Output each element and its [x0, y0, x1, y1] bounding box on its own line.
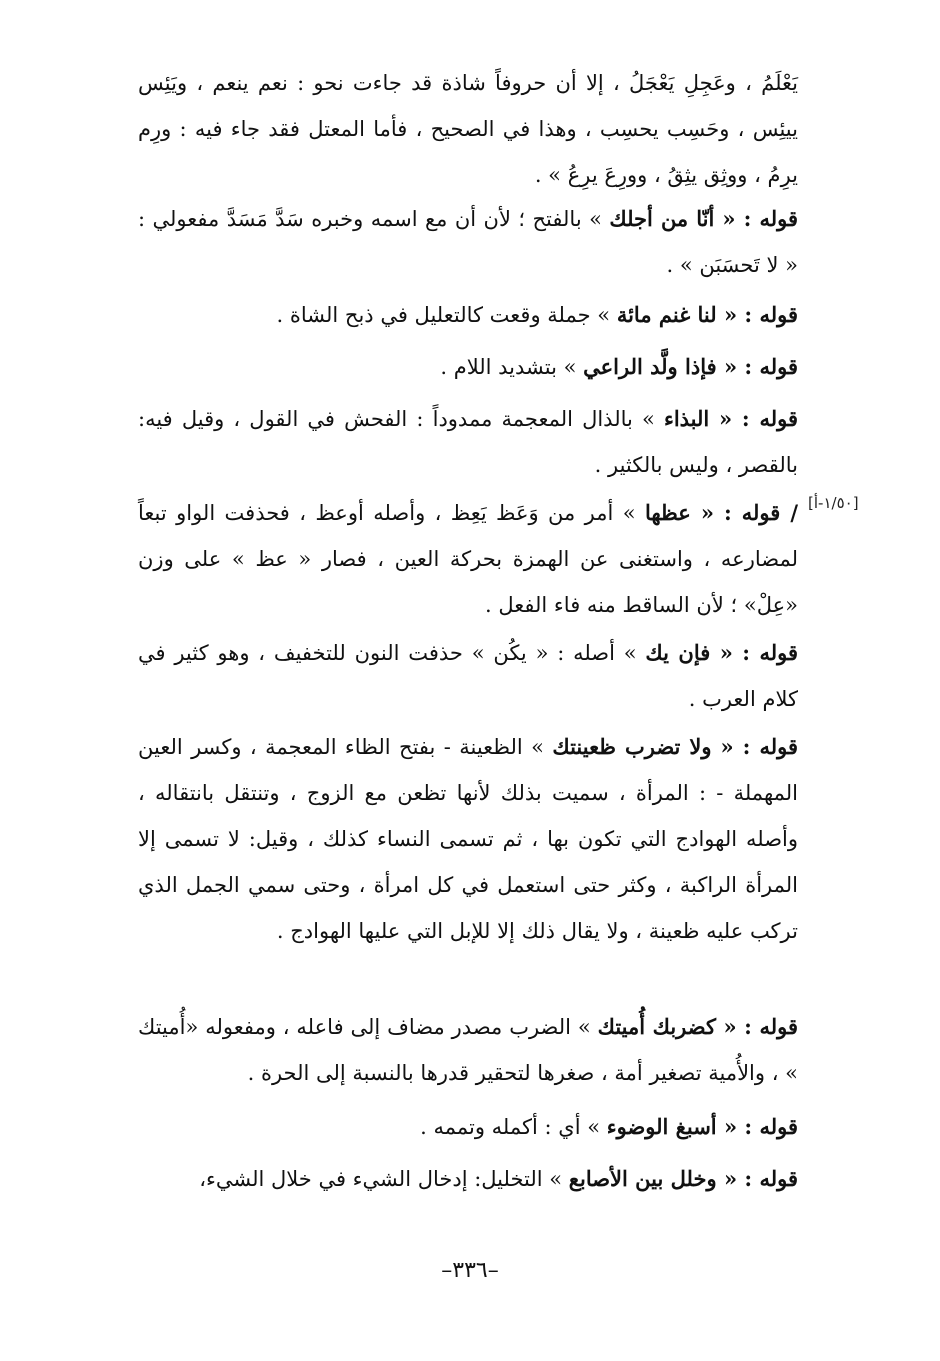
paragraph-6-quote: فإن يك — [645, 640, 711, 665]
paragraph-10-label: قوله : « — [716, 1166, 798, 1191]
paragraph-1-quote: أنّا من أجلك — [609, 206, 715, 231]
paragraph-7-quote: ولا تضرب ظعينتك — [552, 734, 712, 759]
paragraph-0 — [138, 60, 798, 198]
paragraph-1-label: قوله : « — [714, 206, 798, 231]
paragraph-4-label: قوله : « — [709, 406, 798, 431]
paragraph-6-label: قوله : « — [710, 640, 798, 665]
paragraph-6 — [138, 630, 798, 722]
paragraph-1-text: » بالفتح ؛ لأن أن مع اسمه وخبره سَدَّ مَسَدَّ مفعولي : « لا تَحسَبَن » . — [138, 207, 798, 277]
paragraph-9-quote: أسبغ الوضوء — [606, 1114, 717, 1139]
paragraph-5-label: / قوله : « — [690, 500, 798, 525]
paragraph-3-quote: فإذا ولَّد الراعي — [583, 354, 717, 379]
page-number: –٣٣٦– — [441, 1258, 499, 1283]
paragraph-0-text: يَعْلَمُ ، وعَجِلِ يَعْجَلُ ، إلا أن حروفاً شاذة قد جاءت نحو : نعم ينعم ، ويَئِس ييئِس ، وحَسِب يحسِب ، وهذا في الصحيح ، فأما المعتل فقد جاء فيه : ورِم يرِمُ ، ووثِق يثِقُ ، وورِعَ يرِعُ » . — [138, 71, 798, 187]
paragraph-5 — [138, 490, 798, 628]
paragraph-9-text: » أي : أكمله وتممه . — [420, 1115, 607, 1139]
paragraph-2-quote: لنا غنم مائة — [616, 302, 717, 327]
paragraph-5-quote: عظها — [644, 500, 691, 525]
paragraph-9-label: قوله : « — [716, 1114, 798, 1139]
paragraph-8-label: قوله : « — [715, 1014, 798, 1039]
paragraph-3-text: » بتشديد اللام . — [440, 355, 584, 379]
paragraph-4 — [138, 396, 798, 488]
paragraph-5-text: » أمر من وَعَظ يَعِظ ، وأصله أوعظ ، فحذفت الواو تبعاً لمضارعه ، واستغنى عن الهمزة بحركة العين ، فصار « عظ » على وزن «عِلْ» ؛ لأن الساقط منه فاء الفعل . — [138, 501, 798, 617]
paragraph-7-label: قوله : « — [711, 734, 798, 759]
paragraph-2-label: قوله : « — [716, 302, 798, 327]
paragraph-10-quote: وخلل بين الأصابع — [568, 1166, 717, 1191]
paragraph-3-label: قوله : « — [716, 354, 798, 379]
folio-margin-note: [١/٥٠-أ] — [808, 494, 859, 512]
paragraph-9 — [138, 1104, 798, 1150]
paragraph-8-quote: كضربك أُميتك — [597, 1014, 716, 1039]
paragraph-3 — [138, 344, 798, 390]
paragraph-1 — [138, 196, 798, 288]
paragraph-8 — [138, 1004, 798, 1096]
paragraph-2-text: » جملة وقعت كالتعليل في ذبح الشاة . — [276, 303, 617, 327]
paragraph-4-quote: البذاء — [663, 406, 710, 431]
paragraph-8-text: » الضرب مصدر مضاف إلى فاعله ، ومفعوله «أُميتك » ، والأُمية تصغير أمة ، صغرها لتحقير قدرها بالنسبة إلى الحرة . — [138, 1015, 798, 1085]
paragraph-7-text: » الظعينة - بفتح الظاء المعجمة ، وكسر العين المهملة - : المرأة ، سميت بذلك لأنها تظعن مع الزوج ، وتنتقل بانتقاله ، وأصله الهوادج التي تكون بها ، ثم تسمى النساء كذلك ، وقيل: لا تسمى إلا المرأة الراكبة ، وكثر حتى استعمل في كل امرأة ، وحتى سمي الجمل الذي تركب عليه ظعينة ، ولا يقال ذلك إلا للإبل التي عليها الهوادج . — [138, 735, 798, 943]
paragraph-10 — [138, 1156, 798, 1202]
paragraph-6-text: » أصله : « يكُن » حذفت النون للتخفيف ، وهو كثير في كلام العرب . — [138, 641, 798, 711]
paragraph-4-text: » بالذال المعجمة ممدوداً : الفحش في القول ، وقيل فيه: بالقصر ، وليس بالكثير . — [138, 407, 798, 477]
paragraph-2 — [138, 292, 798, 338]
paragraph-7 — [138, 724, 798, 954]
paragraph-10-text: » التخليل: إدخال الشيء في خلال الشيء، — [199, 1167, 569, 1191]
